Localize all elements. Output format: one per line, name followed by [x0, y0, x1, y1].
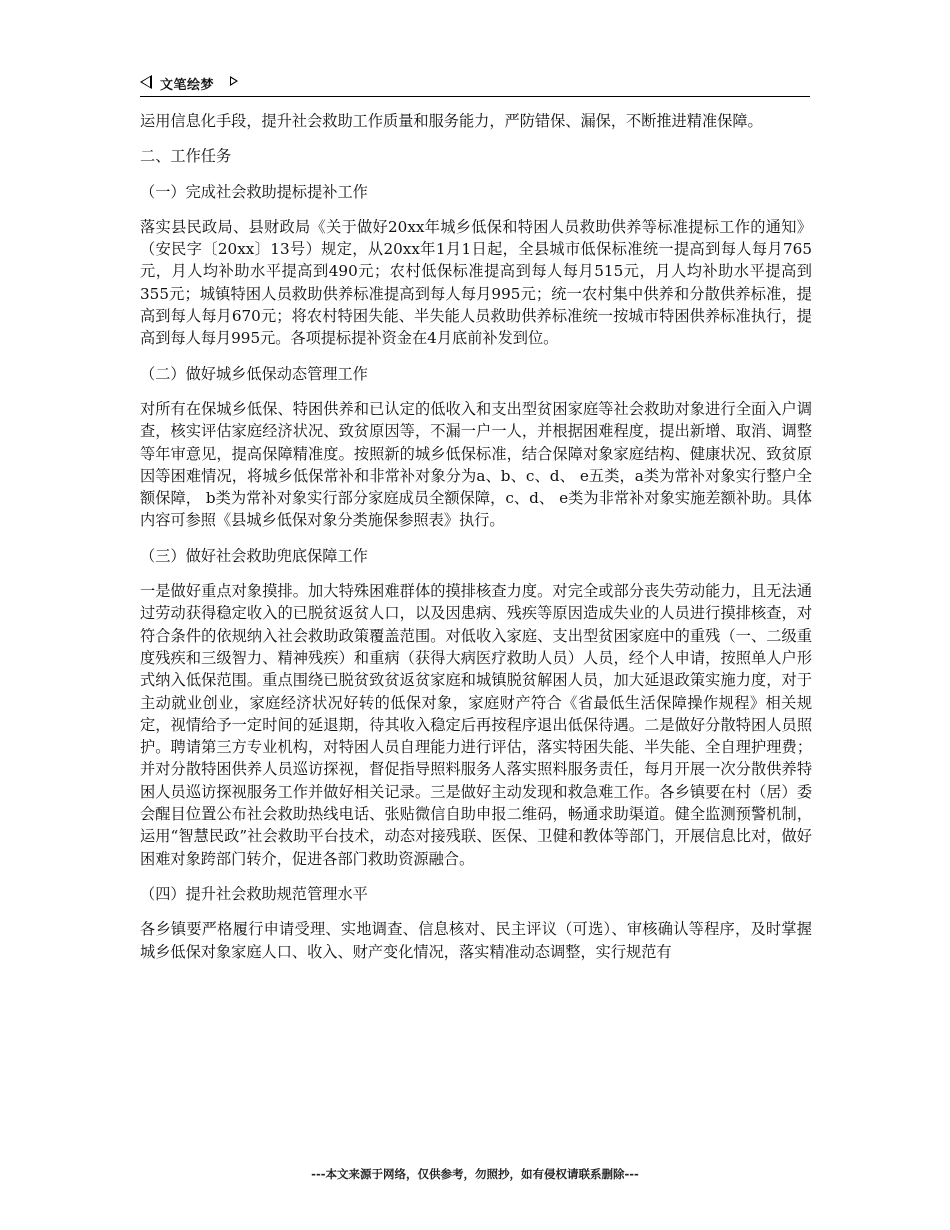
subsection-heading-3: （三）做好社会救助兜底保障工作 — [140, 546, 368, 565]
document-body — [140, 110, 812, 976]
page-header — [140, 72, 810, 97]
paragraph-standards: 落实县民政局、县财政局《关于做好20xx年城乡低保和特困人员救助供养等标准提标工作的通知》（安民字〔20xx〕13号）规定，从20xx年1月1日起，全县城市低保标准统一提高到每人每月765元，月人均补助水平提高到490元；农村低保标准提高到每人每月515元，月人均补助水平提高到355元；城镇特困人员救助供养标准提高到每人每月995元；统一农村集中供养和分散供养标准，提高到每人每月670元；将农村特困失能、半失能人员救助供养标准统一按城市特困供养标准执行，提高到每人每月995元。各项提标提补资金在4月底前补发到位。 — [140, 217, 812, 348]
subsection-heading-2: （二）做好城乡低保动态管理工作 — [140, 364, 368, 383]
subsection-heading-4: （四）提升社会救助规范管理水平 — [140, 884, 368, 903]
subsection-heading-1: （一）完成社会救助提标提补工作 — [140, 182, 368, 201]
triangle-left-icon — [140, 75, 152, 89]
paragraph-continuation: 运用信息化手段，提升社会救助工作质量和服务能力，严防错保、漏保，不断推进精准保障。 — [140, 112, 763, 130]
paragraph-standardization: 各乡镇要严格履行申请受理、实地调查、信息核对、民主评议（可选）、审核确认等程序，及时掌握城乡低保对象家庭人口、收入、财产变化情况，落实精准动态调整，实行规范有 — [140, 920, 812, 961]
section-heading-tasks: 二、工作任务 — [140, 147, 232, 166]
paragraph-safeguard: 一是做好重点对象摸排。加大特殊困难群体的摸排核查力度。对完全或部分丧失劳动能力，且无法通过劳动获得稳定收入的已脱贫返贫人口，以及因患病、残疾等原因造成失业的人员进行摸排核查，对符合条件的依规纳入社会救助政策覆盖范围。对低收入家庭、支出型贫困家庭中的重残（一、二级重度残疾和三级智力、精神残疾）和重病（获得大病医疗救助人员）人员，经个人申请，按照单人户形式纳入低保范围。重点围绕已脱贫致贫返贫家庭和城镇脱贫解困人员，加大延退政策实施力度，对于主动就业创业，家庭经济状况好转的低保对象，家庭财产符合《省最低生活保障操作规程》相关规定，视情给予一定时间的延退期，待其收入稳定后再按程序退出低保待遇。二是做好分散特困人员照护。聘请第三方专业机构，对特困人员自理能力进行评估，落实特困失能、半失能、全自理护理费；并对分散特困供养人员巡访探视，督促指导照料服务人落实照料服务责任，每月开展一次分散供养特困人员巡访探视服务工作并做好相关记录。三是做好主动发现和救急难工作。各乡镇要在村（居）委会醒目位置公布社会救助热线电话、张贴微信自助申报二维码，畅通求助渠道。健全监测预警机制，运用“智慧民政”社会救助平台技术，动态对接残联、医保、卫健和教体等部门，开展信息比对，做好困难对象跨部门转介，促进各部门救助资源融合。 — [140, 582, 812, 868]
triangle-right-icon — [230, 76, 238, 86]
brand-name: 文笔绘梦 — [160, 78, 215, 93]
footer-disclaimer: ---本文来源于网络，仅供参考，勿照抄，如有侵权请联系删除--- — [311, 1167, 639, 1181]
paragraph-dynamic-management: 对所有在保城乡低保、特困供养和已认定的低收入和支出型贫困家庭等社会救助对象进行全面入户调查，核实评估家庭经济状况、致贫原因等，不漏一户一人，并根据困难程度，提出新增、取消、调整等年审意见，提高保障精准度。按照新的城乡低保标准，结合保障对象家庭结构、健康状况、致贫原因等困难情况，将城乡低保常补和非常补对象分为a、b、c、d、 e五类，a类为常补对象实行整户全额保障， b类为常补对象实行部分家庭成员全额保障，c、d、 e类为非常补对象实施差额补助。具体内容可参照《县城乡低保对象分类施保参照表》执行。 — [140, 399, 812, 530]
